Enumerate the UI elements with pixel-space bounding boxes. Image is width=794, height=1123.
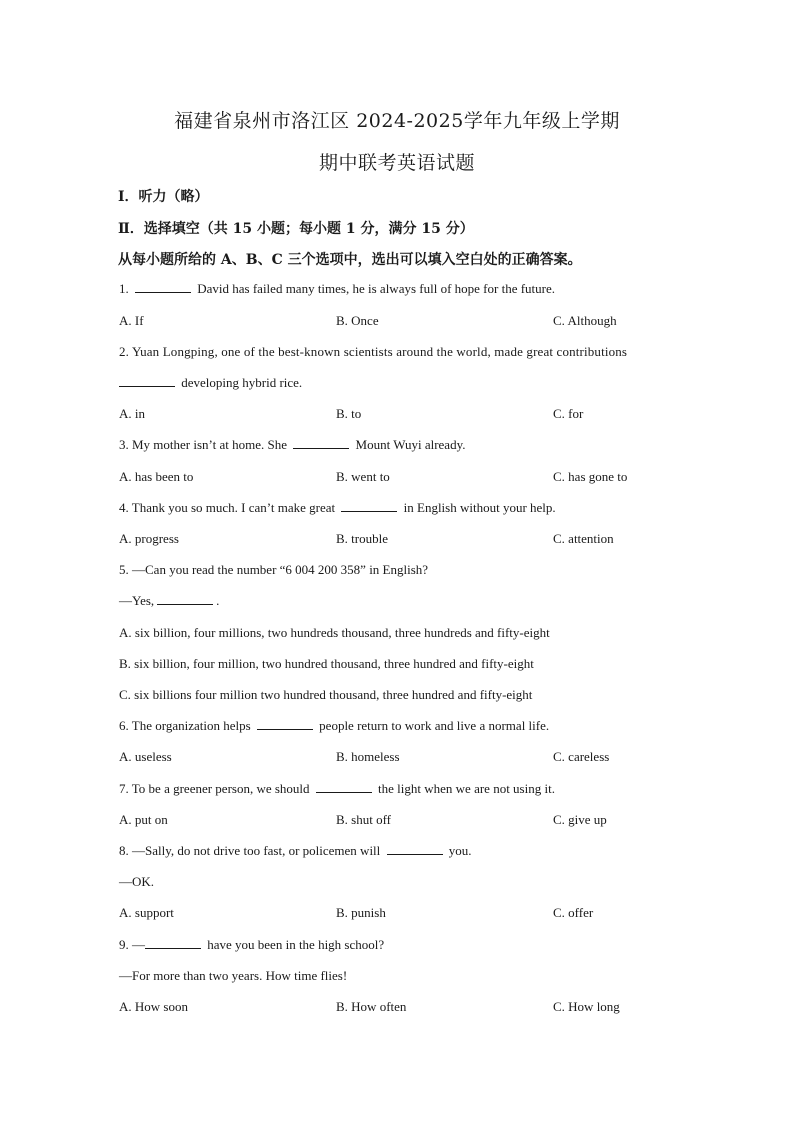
question-8-reply: —OK. <box>119 874 155 889</box>
question-number: 8. <box>119 843 129 858</box>
reply-text: —Yes, <box>119 593 155 608</box>
exam-title-line2: 期中联考英语试题 <box>318 152 475 174</box>
q7-option-c: C. give up <box>553 812 607 827</box>
q6-option-b: B. homeless <box>336 749 400 764</box>
question-text: Yuan Longping, one of the best-known scientists around the world, made great contributions <box>131 344 628 359</box>
q2-option-c: C. for <box>553 406 584 421</box>
q3-option-b: B. went to <box>336 469 390 484</box>
section-listening-heading: Ⅰ．听力（略） <box>118 189 209 205</box>
answer-blank <box>145 937 201 949</box>
question-text: —Can you read the number “6 004 200 358” in English? <box>132 562 429 577</box>
question-text: — <box>132 937 145 952</box>
question-2-continued <box>119 375 302 391</box>
question-number: 3. <box>119 437 129 452</box>
q4-option-c: C. attention <box>553 531 614 546</box>
exam-title-line1: 福建省泉州市洛江区 2024-2025学年九年级上学期 <box>174 110 620 132</box>
q5-option-b: B. six billion, four million, two hundred thousand, three hundred and fifty-eight <box>119 656 534 671</box>
q4-option-a: A. progress <box>119 531 179 546</box>
q5-option-c: C. six billions four million two hundred thousand, three hundred and fifty-eight <box>119 687 533 702</box>
question-9-reply: —For more than two years. How time flies! <box>119 968 348 983</box>
answer-blank <box>157 593 213 605</box>
q6-option-a: A. useless <box>119 749 172 764</box>
answer-blank <box>293 437 349 449</box>
q9-option-a: A. How soon <box>119 999 188 1014</box>
question-text: in English without your help. <box>403 500 556 515</box>
question-8 <box>119 843 472 859</box>
question-2 <box>119 344 627 360</box>
q8-option-b: B. punish <box>336 905 386 920</box>
question-text: David has failed many times, he is always full of hope for the future. <box>197 281 556 296</box>
q1-option-c: C. Although <box>553 313 617 328</box>
question-number: 1. <box>119 281 129 296</box>
q6-option-c: C. careless <box>553 749 610 764</box>
question-text: developing hybrid rice. <box>181 375 303 390</box>
q1-option-b: B. Once <box>336 313 379 328</box>
question-5-reply <box>119 593 219 609</box>
answer-blank <box>387 843 443 855</box>
question-text: Thank you so much. I can’t make great <box>131 500 336 515</box>
question-text: people return to work and live a normal life. <box>319 718 550 733</box>
question-1 <box>119 281 555 297</box>
q1-option-a: A. If <box>119 313 144 328</box>
question-text: have you been in the high school? <box>207 937 385 952</box>
q2-option-a: A. in <box>119 406 145 421</box>
question-text: The organization helps <box>131 718 251 733</box>
question-number: 5. <box>119 562 129 577</box>
question-text: My mother isn’t at home. She <box>132 437 288 452</box>
question-text: —Sally, do not drive too fast, or policemen will <box>132 843 381 858</box>
q3-option-c: C. has gone to <box>553 469 628 484</box>
question-text: the light when we are not using it. <box>378 781 555 796</box>
q8-option-c: C. offer <box>553 905 594 920</box>
reply-text: . <box>216 593 220 608</box>
q2-option-b: B. to <box>336 406 362 421</box>
answer-blank <box>257 718 313 730</box>
question-3 <box>119 437 466 453</box>
question-5 <box>119 562 428 578</box>
answer-blank <box>135 281 191 293</box>
q4-option-b: B. trouble <box>336 531 388 546</box>
question-6 <box>119 718 549 734</box>
answer-blank <box>316 781 372 793</box>
section-multiple-choice-heading: Ⅱ．选择填空（共 15 小题；每小题 1 分，满分 15 分） <box>118 221 474 237</box>
question-number: 9. <box>119 937 129 952</box>
q7-option-b: B. shut off <box>336 812 392 827</box>
question-9 <box>119 937 384 953</box>
question-text: To be a greener person, we should <box>131 781 310 796</box>
question-number: 6. <box>119 718 129 733</box>
q7-option-a: A. put on <box>119 812 168 827</box>
q5-option-a: A. six billion, four millions, two hundreds thousand, three hundreds and fifty-eight <box>119 625 550 640</box>
answer-blank <box>341 500 397 512</box>
q3-option-a: A. has been to <box>119 469 194 484</box>
answer-blank <box>119 375 175 387</box>
q8-option-a: A. support <box>119 905 174 920</box>
question-number: 7. <box>119 781 129 796</box>
q9-option-c: C. How long <box>553 999 620 1014</box>
question-text: Mount Wuyi already. <box>355 437 466 452</box>
question-7 <box>119 781 555 797</box>
question-number: 2. <box>119 344 130 359</box>
question-4 <box>119 500 556 516</box>
q9-option-b: B. How often <box>336 999 407 1014</box>
section-instruction: 从每小题所给的 A、B、C 三个选项中，选出可以填入空白处的正确答案。 <box>118 252 582 268</box>
question-number: 4. <box>119 500 129 515</box>
question-text: you. <box>448 843 472 858</box>
